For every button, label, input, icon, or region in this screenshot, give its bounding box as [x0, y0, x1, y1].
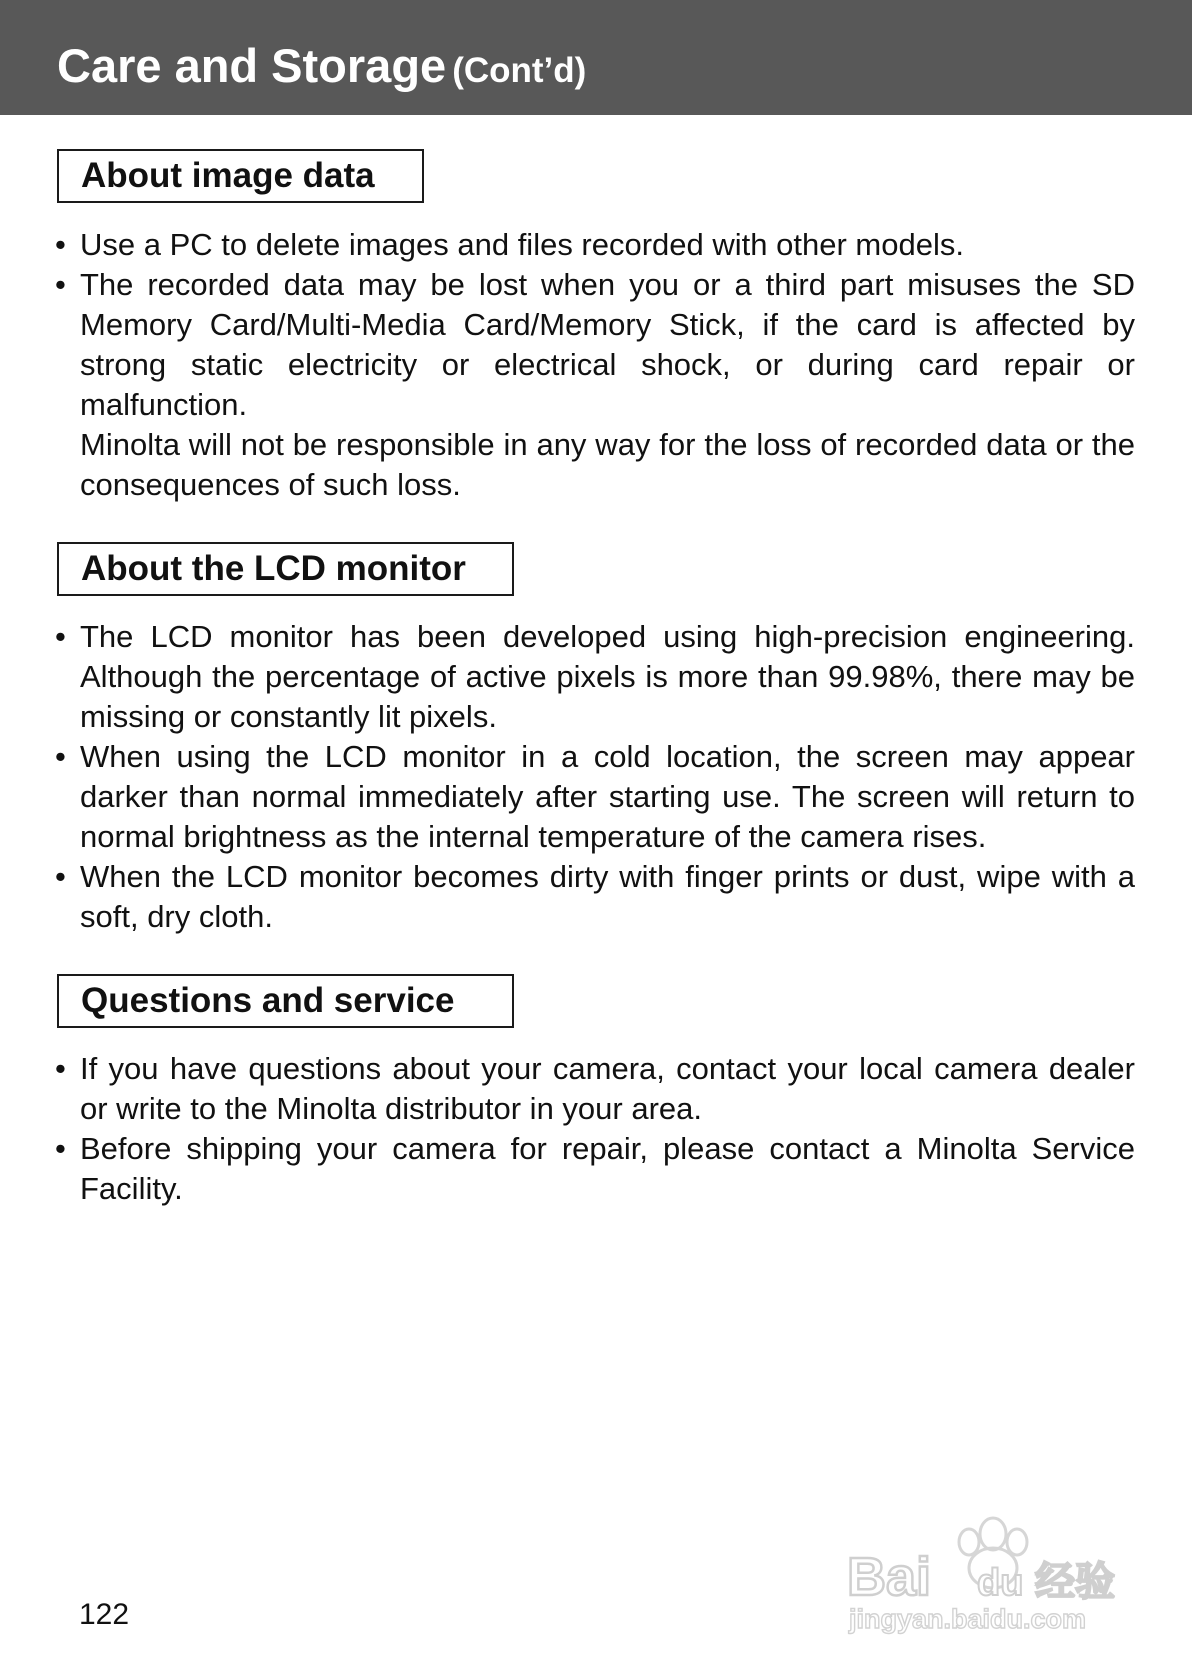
page-title: [57, 40, 586, 92]
watermark-brand-text: Bai: [847, 1547, 932, 1607]
bullet-dot: •: [55, 1131, 66, 1166]
list-item: [55, 1049, 1135, 1129]
bullet-dot: •: [55, 227, 66, 262]
watermark-url-text: jingyan.baidu.com: [849, 1604, 1087, 1634]
list-item: [55, 617, 1135, 737]
section-heading-image-data: About image data: [57, 149, 424, 203]
page-number: 122: [79, 1598, 130, 1631]
list-item: [55, 737, 1135, 857]
bullet-dot: •: [55, 619, 66, 654]
section-heading-lcd-monitor: About the LCD monitor: [57, 542, 514, 596]
bullet-text: Before shipping your camera for repair, please contact a Minolta Service Facility.: [80, 1131, 1135, 1206]
bullet-dot: •: [55, 859, 66, 894]
list-item: [55, 225, 1135, 265]
page-title-main: Care and Storage: [57, 39, 447, 92]
watermark-du-text: du: [977, 1562, 1024, 1604]
bullet-text: If you have questions about your camera, contact your local camera dealer or write to the Minolta distributor in your area.: [80, 1051, 1135, 1126]
baidu-watermark-logo: [845, 1498, 1130, 1638]
bullet-text: When using the LCD monitor in a cold location, the screen may appear darker than normal immediately after starting use. The screen will return to normal brightness as the internal temperature of the camera rises.: [80, 739, 1135, 854]
bullet-text: The LCD monitor has been developed using high-precision engineering. Although the percentage of active pixels is more than 99.98%, there may be missing or constantly lit pixels.: [80, 619, 1135, 734]
bullet-dot: •: [55, 1051, 66, 1086]
bullet-text: When the LCD monitor becomes dirty with finger prints or dust, wipe with a soft, dry cloth.: [80, 859, 1135, 934]
bullet-list-lcd-monitor: [55, 617, 1135, 937]
bullet-dot: •: [55, 739, 66, 774]
bullet-list-questions-service: [55, 1049, 1135, 1209]
bullet-note: Minolta will not be responsible in any way for the loss of recorded data or the consequences of such loss.: [80, 427, 1135, 502]
watermark-jingyan-text: 经验: [1035, 1559, 1115, 1605]
list-item: [55, 265, 1135, 505]
bullet-text: The recorded data may be lost when you or a third part misuses the SD Memory Card/Multi-Media Card/Memory Stick, if the card is affected by strong static electricity or electrical shock, or during card repair or malfunction.: [80, 267, 1135, 422]
bullet-dot: •: [55, 267, 66, 302]
bullet-list-image-data: [55, 225, 1135, 505]
bullet-text: Use a PC to delete images and files recorded with other models.: [80, 227, 964, 262]
page-title-subtitle: (Cont’d): [452, 51, 587, 90]
list-item: [55, 857, 1135, 937]
section-heading-questions-service: Questions and service: [57, 974, 514, 1028]
list-item: [55, 1129, 1135, 1209]
